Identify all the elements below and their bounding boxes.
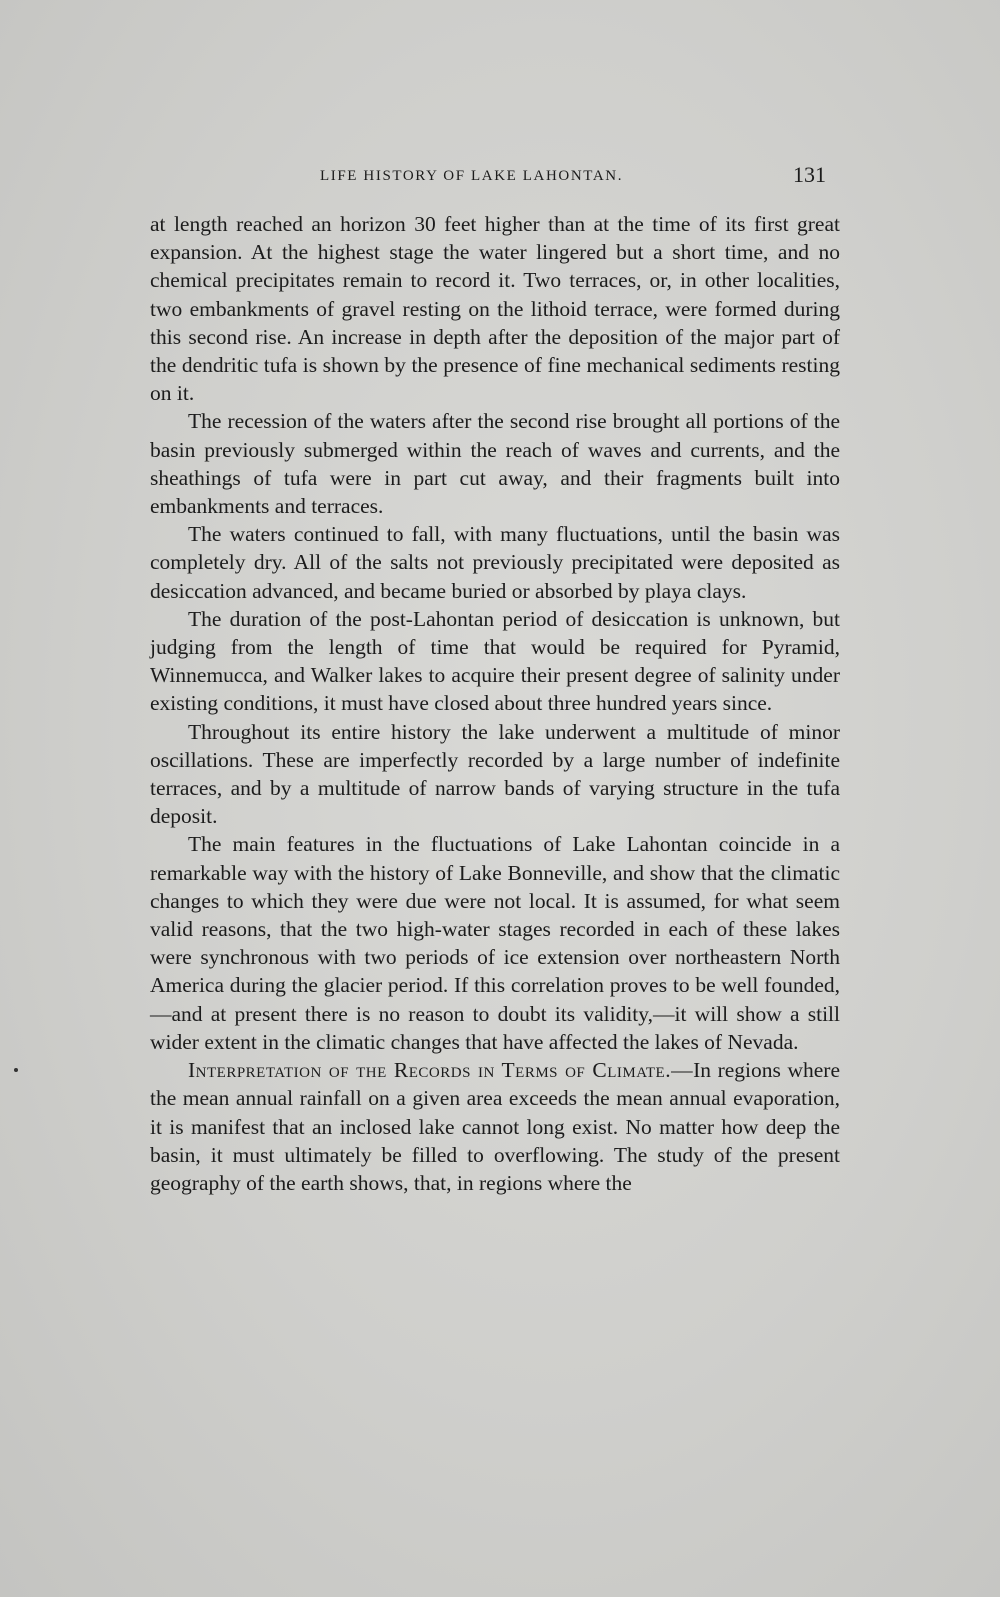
paragraph-7-text: In regions where the mean annual rainfall on a given area exceeds the mean annual evaporation, it is manifest that an inclosed lake cannot long exist. No matter how deep the basin, it must ultimately be filled to overflowing. The study of the present geography of the earth shows, that, in regions where the	[150, 1058, 840, 1195]
running-head	[150, 162, 840, 192]
paragraph-7	[150, 1056, 840, 1197]
paragraph-3: The waters continued to fall, with many fluctuations, until the basin was completely dry. All of the salts not previously precipitated were deposited as desiccation advanced, and became buried or absorbed by playa clays.	[150, 522, 840, 603]
page-number: 131	[793, 162, 826, 187]
paragraph-6: The main features in the fluctuations of Lake Lahontan coincide in a remarkable way with the history of Lake Bonneville, and show that the climatic changes to which they were due were not local. It is assumed, for what seem valid reasons, that the two high-water stages recorded in each of these lakes were synchronous with two periods of ice extension over northeastern North America during the glacier period. If this correlation proves to be well founded,—and at present there is no reason to doubt its validity,—it will show a still wider extent in the climatic changes that have affected the lakes of Nevada.	[150, 832, 840, 1054]
paragraph-4: The duration of the post-Lahontan period of desiccation is unknown, but judging from the length of time that would be required for Pyramid, Winnemucca, and Walker lakes to acquire their present degree of salinity under existing conditions, it must have closed about three hundred years since.	[150, 606, 840, 716]
running-title: LIFE HISTORY OF LAKE LAHONTAN.	[320, 168, 624, 184]
paragraph-2: The recession of the waters after the second rise brought all portions of the basin previously submerged within the reach of waves and currents, and the sheathings of tufa were in part cut away, and their fragments built into embankments and terraces.	[150, 409, 840, 519]
body-text	[150, 210, 840, 1197]
paragraph-5: Throughout its entire history the lake underwent a multitude of minor oscillations. These are imperfectly recorded by a large number of indefinite terraces, and by a multitude of narrow bands of varying structure in the tufa deposit.	[150, 719, 840, 829]
paragraph-1: at length reached an horizon 30 feet higher than at the time of its first great expansion. At the highest stage the water lingered but a short time, and no chemical precipitates remain to record it. Two terraces, or, in other localities, two embankments of gravel resting on the lithoid terrace, were formed during this second rise. An increase in depth after the deposition of the major part of the dendritic tufa is shown by the presence of fine mechanical sediments resting on it.	[150, 212, 840, 406]
section-heading: Interpretation of the Records in Terms of Climate.—	[188, 1058, 694, 1083]
margin-speck	[14, 1068, 18, 1072]
